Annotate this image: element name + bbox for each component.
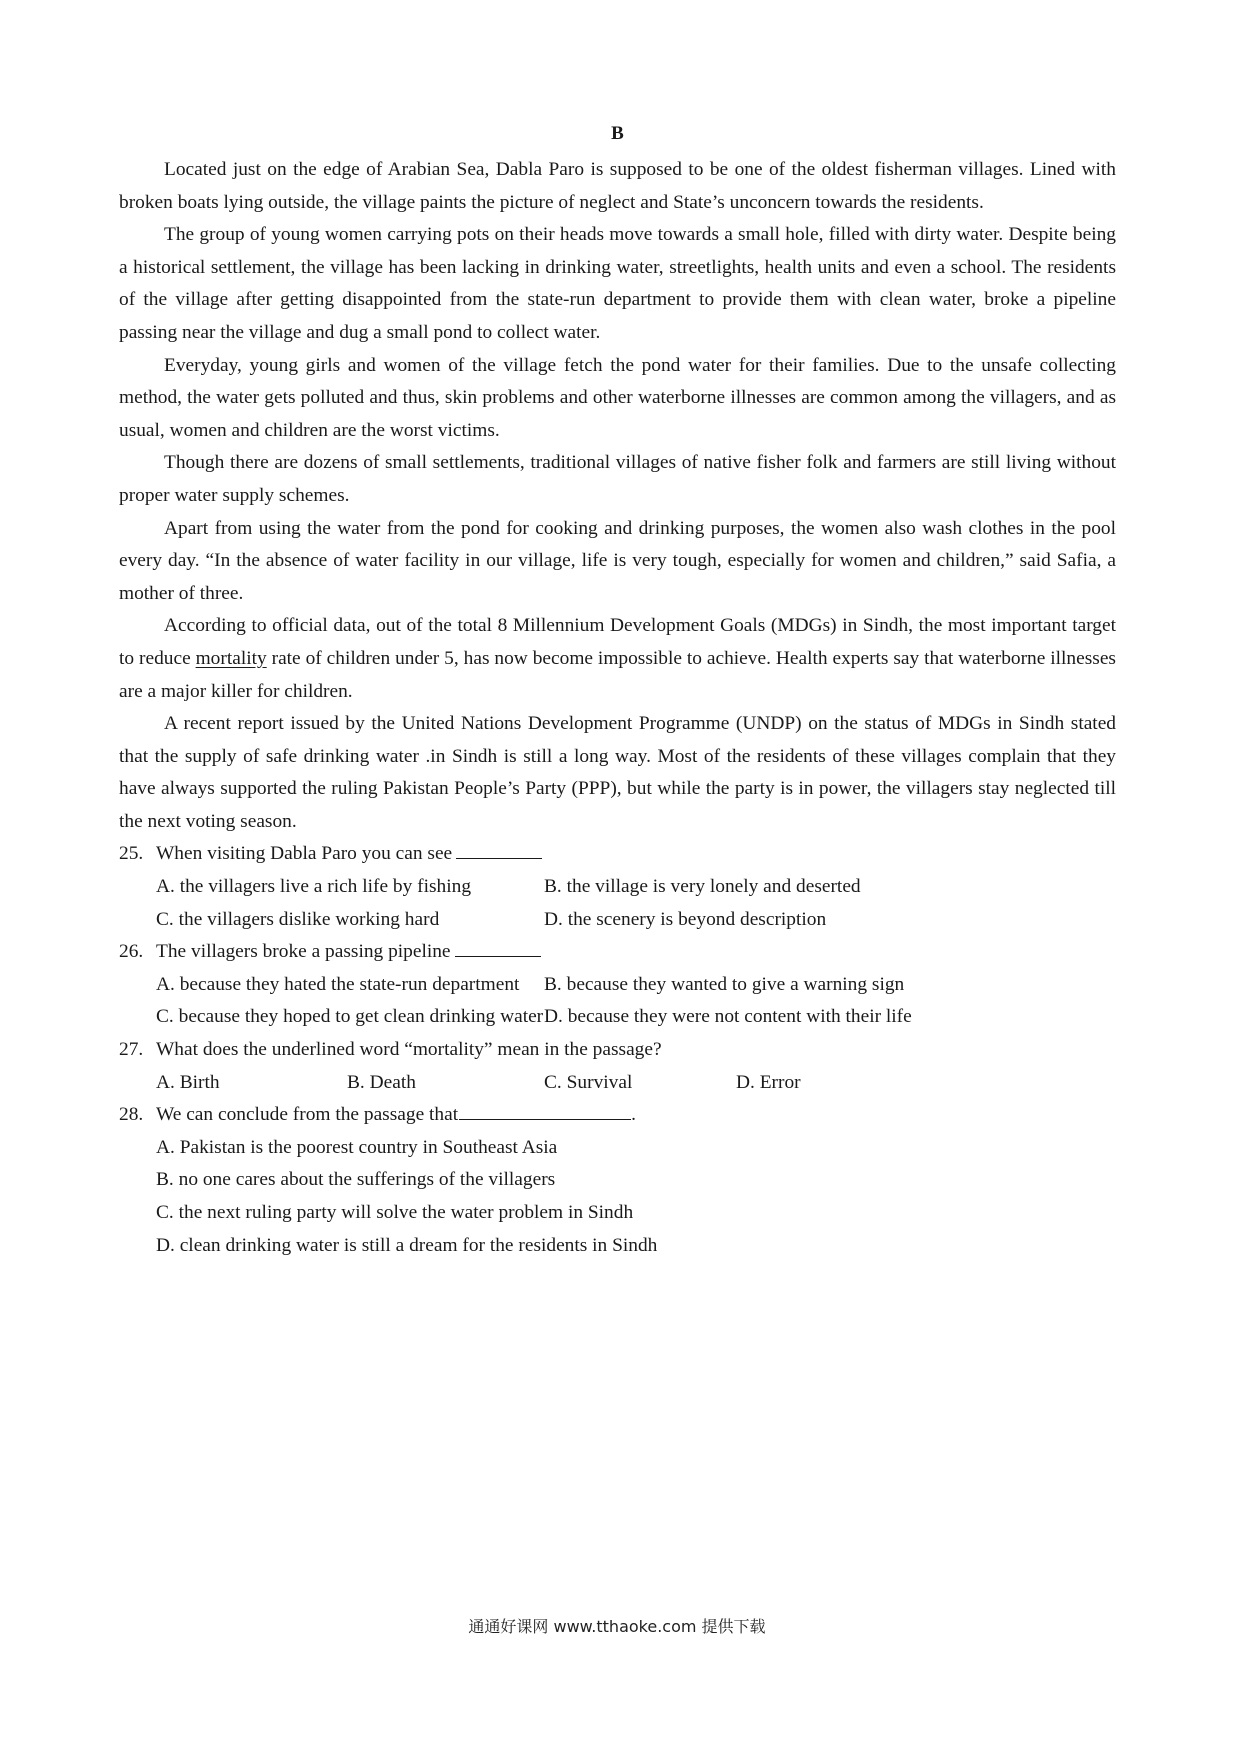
question-25	[119, 838, 1116, 936]
question-26	[119, 936, 1116, 1034]
paragraph-2: The group of young women carrying pots on their heads move towards a small hole, filled with dirty water. Despite being a historical settlement, the village has been lacking in drinking water, streetlights, health units and even a school. The residents of the village after getting disappointed from the state-run department to provide them with clean water, broke a pipeline passing near the village and dug a small pond to collect water.	[119, 224, 1116, 343]
question-stem: When visiting Dabla Paro you can see	[156, 843, 453, 865]
paragraph-4: Though there are dozens of small settlements, traditional villages of native fisher folk and farmers are still living without proper water supply schemes.	[119, 452, 1116, 506]
option-a[interactable]: A. because they hated the state-run department	[156, 973, 520, 995]
paragraph-3: Everyday, young girls and women of the village fetch the pond water for their families. Due to the unsafe collecting method, the water gets polluted and thus, skin problems and other waterborne illnesses are common among the villagers, and as usual, women and children are the worst victims.	[119, 354, 1116, 441]
question-28	[119, 1099, 1116, 1262]
paragraph-6-before: According to official data, out of the total 8 Millennium Development Goals (MDGs) in Sindh, the most important target to reduce	[119, 615, 1116, 669]
option-a[interactable]: A. Pakistan is the poorest country in Southeast Asia	[156, 1136, 558, 1158]
option-c[interactable]: C. because they hoped to get clean drinking water	[156, 1006, 544, 1028]
section-heading: B	[611, 123, 624, 144]
page-footer: 通通好课网 www.tthaoke.com 提供下载	[468, 1617, 766, 1636]
question-stem: We can conclude from the passage that	[156, 1104, 459, 1126]
option-b[interactable]: B. no one cares about the sufferings of the villagers	[156, 1169, 556, 1191]
document-page	[119, 118, 1116, 1262]
option-d[interactable]: D. Error	[736, 1071, 801, 1093]
question-stem: The villagers broke a passing pipeline	[156, 941, 451, 963]
question-27	[119, 1034, 1116, 1099]
option-d[interactable]: D. the scenery is beyond description	[544, 908, 827, 930]
paragraph-6-after: rate of children under 5, has now become impossible to achieve. Health experts say that waterborne illnesses are a major killer for children.	[119, 647, 1116, 702]
paragraph-6	[119, 610, 1116, 708]
paragraph-5: Apart from using the water from the pond for cooking and drinking purposes, the women also wash clothes in the pool every day. “In the absence of water facility in our village, life is very tough, especially for women and children,” said Safia, a mother of three.	[119, 517, 1116, 604]
question-number: 25.	[119, 843, 144, 865]
option-c[interactable]: C. Survival	[544, 1071, 633, 1093]
option-b[interactable]: B. Death	[347, 1071, 416, 1093]
paragraph-1: Located just on the edge of Arabian Sea, Dabla Paro is supposed to be one of the oldest fisherman villages. Lined with broken boats lying outside, the village paints the picture of neglect and State’s unconcern towards the residents.	[119, 159, 1116, 213]
option-d[interactable]: D. because they were not content with their life	[544, 1006, 912, 1028]
answer-blank[interactable]	[456, 840, 542, 859]
paragraph-7: A recent report issued by the United Nations Development Programme (UNDP) on the status of MDGs in Sindh stated that the supply of safe drinking water .in Sindh is still a long way. Most of the residents of these villages complain that they have always supported the ruling Pakistan People’s Party (PPP), but while the party is in power, the villagers stay neglected till the next voting season.	[119, 713, 1116, 832]
underlined-word: mortality	[195, 647, 267, 669]
stem-period: .	[631, 1104, 636, 1126]
option-b[interactable]: B. because they wanted to give a warning sign	[544, 973, 905, 995]
question-number: 26.	[119, 941, 144, 963]
option-d[interactable]: D. clean drinking water is still a dream for the residents in Sindh	[156, 1234, 658, 1256]
option-c[interactable]: C. the villagers dislike working hard	[156, 908, 440, 930]
option-a[interactable]: A. the villagers live a rich life by fishing	[156, 876, 472, 898]
answer-blank[interactable]	[455, 938, 541, 957]
option-c[interactable]: C. the next ruling party will solve the water problem in Sindh	[156, 1202, 634, 1223]
option-b[interactable]: B. the village is very lonely and deserted	[544, 876, 861, 898]
option-a[interactable]: A. Birth	[156, 1071, 220, 1093]
answer-blank[interactable]	[459, 1101, 631, 1120]
question-number: 27.	[119, 1039, 144, 1061]
question-stem: What does the underlined word “mortality” mean in the passage?	[156, 1039, 662, 1061]
question-number: 28.	[119, 1104, 144, 1126]
